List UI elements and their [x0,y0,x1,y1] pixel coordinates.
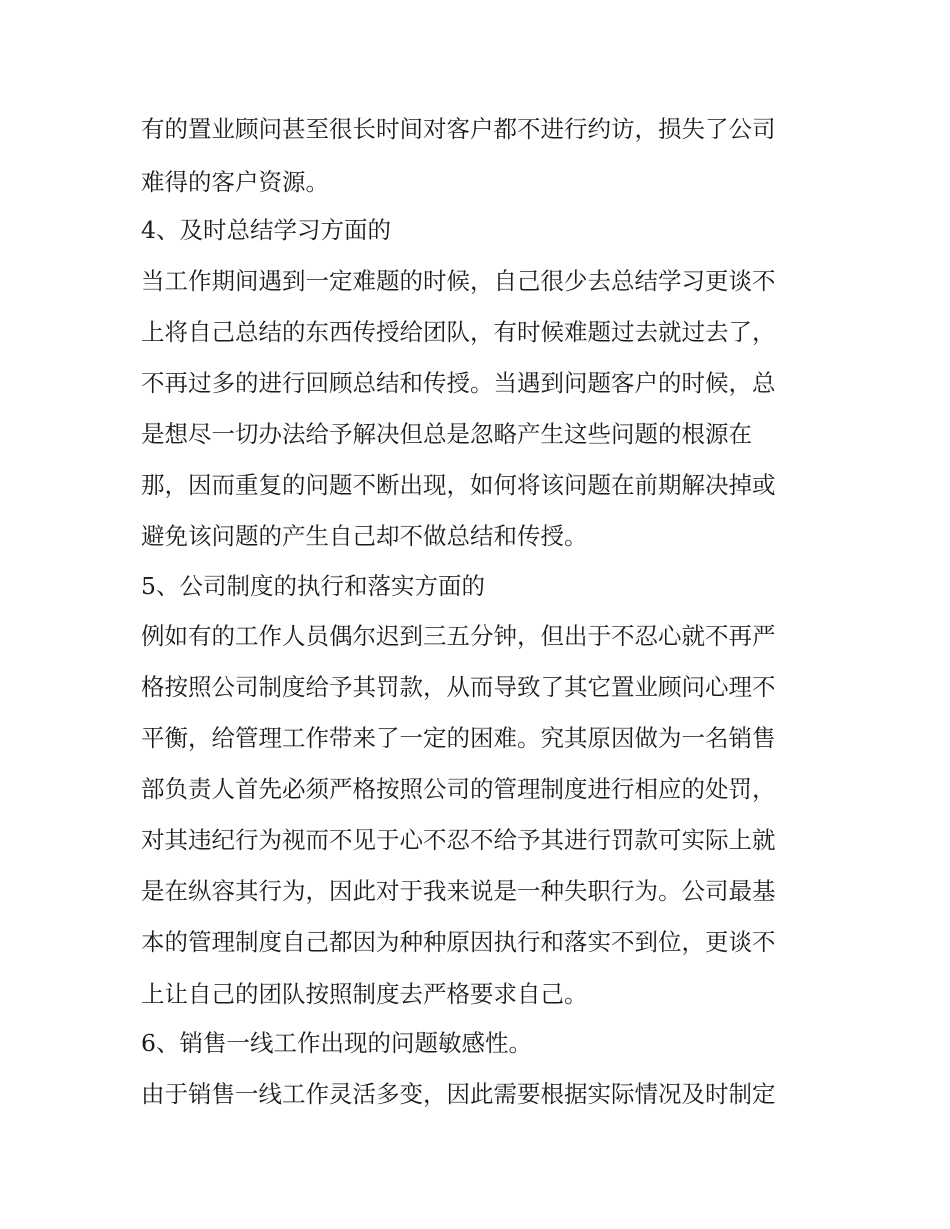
text-line: 对其违纪行为视而不见于心不忍不给予其进行罚款可实际上就 [141,826,776,854]
text-line: 那，因而重复的问题不断出现，如何将该问题在前期解决掉或 [141,471,776,499]
text-line: 当工作期间遇到一定难题的时候，自己很少去总结学习更谈不 [141,267,776,295]
text-line: 由于销售一线工作灵活多变，因此需要根据实际情况及时制定 [141,1080,776,1108]
text-line: 格按照公司制度给予其罚款，从而导致了其它置业顾问心理不 [141,673,776,701]
text-line: 部负责人首先必须严格按照公司的管理制度进行相应的处罚， [141,775,776,803]
text-line: 上让自己的团队按照制度去严格要求自己。 [141,980,588,1008]
text-line: 例如有的工作人员偶尔迟到三五分钟，但出于不忍心就不再严 [141,622,776,650]
text-line: 难得的客户资源。 [141,168,329,196]
text-line: 不再过多的进行回顾总结和传授。当遇到问题客户的时候，总 [141,369,776,397]
section-heading: 6、销售一线工作出现的问题敏感性。 [141,1029,532,1057]
text-line: 避免该问题的产生自己却不做总结和传授。 [141,522,588,550]
text-line: 是想尽一切办法给予解决但总是忽略产生这些问题的根源在 [141,420,752,448]
text-line: 是在纵容其行为，因此对于我来说是一种失职行为。公司最基 [141,877,776,905]
text-line: 上将自己总结的东西传授给团队，有时候难题过去就过去了， [141,318,776,346]
text-line: 本的管理制度自己都因为种种原因执行和落实不到位，更谈不 [141,928,776,956]
section-heading: 4、及时总结学习方面的 [141,216,391,244]
section-heading: 5、公司制度的执行和落实方面的 [141,572,485,600]
text-line: 有的置业顾问甚至很长时间对客户都不进行约访，损失了公司 [141,115,776,143]
text-line: 平衡，给管理工作带来了一定的困难。究其原因做为一名销售 [141,724,776,752]
